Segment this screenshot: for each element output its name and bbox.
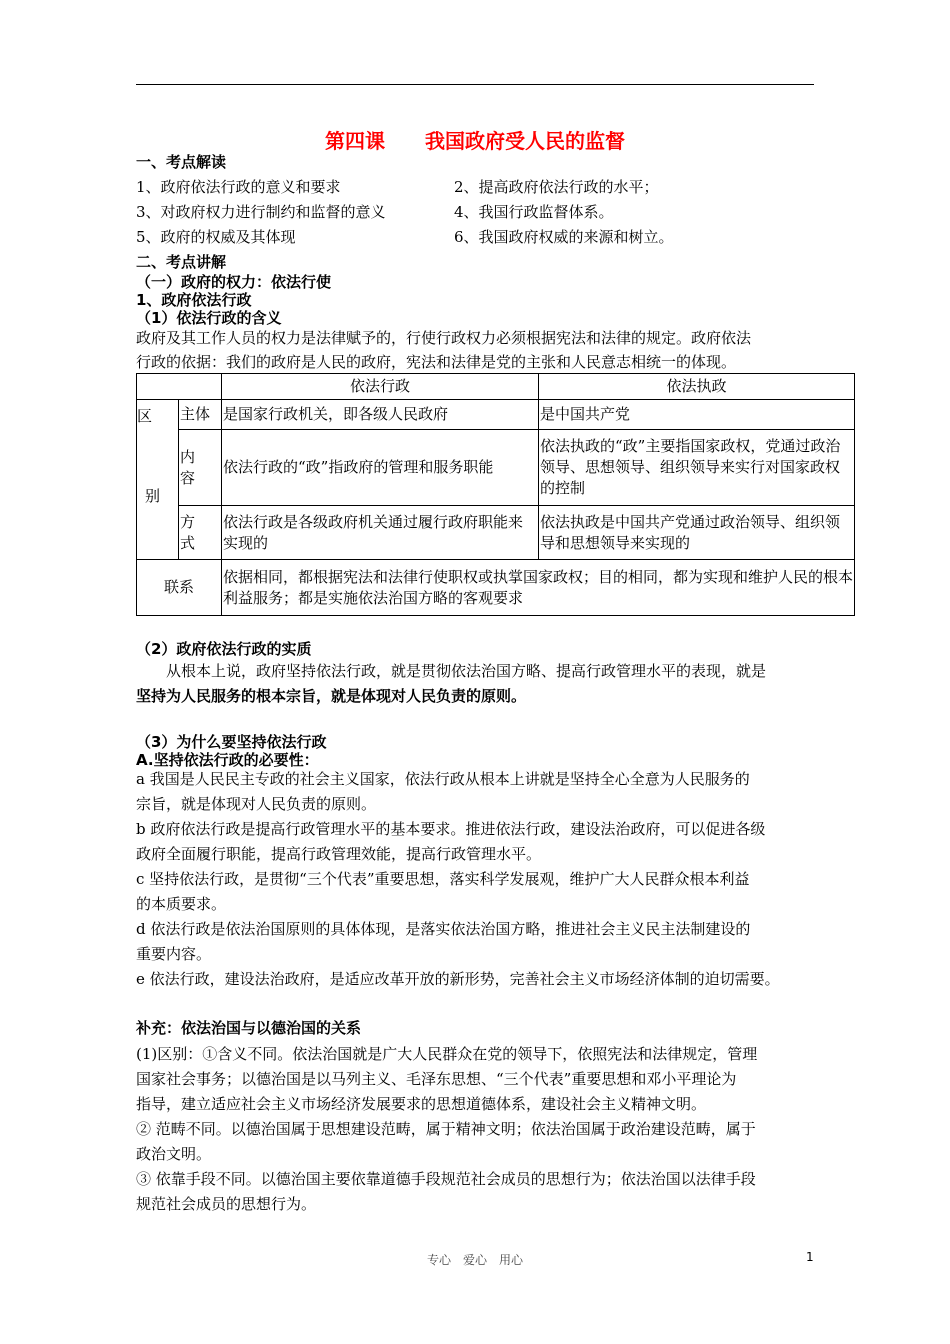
objective-item: 6、我国政府权威的来源和树立。 bbox=[454, 228, 674, 246]
group-label: 别 bbox=[145, 487, 161, 505]
table-row bbox=[137, 430, 855, 506]
table-row bbox=[137, 560, 855, 616]
paragraph-line: 行政的依据：我们的政府是人民的政府，宪法和法律是党的主张和人民意志相统一的体现。 bbox=[136, 353, 737, 371]
subsection-heading: （一）政府的权力：依法行使 bbox=[136, 273, 332, 291]
row-label-char: 容 bbox=[180, 468, 196, 487]
row-label-char: 方 bbox=[180, 512, 196, 531]
row-label bbox=[179, 430, 222, 506]
table-cell: 依据相同，都根据宪法和法律行使职权或执掌国家政权；目的相同，都为实现和维护人民的根本利益服务；都是实施依法治国方略的客观要求 bbox=[222, 560, 855, 616]
paragraph-line: 政府及其工作人员的权力是法律赋予的，行使行政权力必须根据宪法和法律的规定。政府依法 bbox=[136, 329, 752, 347]
point-heading: （3）为什么要坚持依法行政 bbox=[136, 733, 327, 751]
row-label: 主体 bbox=[179, 400, 222, 430]
paragraph-line: 国家社会事务；以德治国是以马列主义、毛泽东思想、“三个代表”重要思想和邓小平理论为 bbox=[136, 1070, 737, 1088]
table-header-row bbox=[137, 374, 855, 400]
row-label-char: 式 bbox=[180, 533, 196, 552]
subsection-heading: 1、政府依法行政 bbox=[136, 291, 252, 309]
table-header-cell: 依法执政 bbox=[539, 374, 855, 400]
table-row bbox=[137, 506, 855, 560]
paragraph-line: ③ 依靠手段不同。以德治国主要依靠道德手段规范社会成员的思想行为；依法治国以法律手段 bbox=[136, 1170, 756, 1188]
supplement-heading: 补充：依法治国与以德治国的关系 bbox=[136, 1019, 362, 1037]
point-subheading: A.坚持依法行政的必要性： bbox=[136, 751, 319, 769]
paragraph-line: c 坚持依法行政，是贯彻“三个代表”重要思想，落实科学发展观，维护广大人民群众根本利益 bbox=[136, 870, 750, 888]
objective-item: 5、政府的权威及其体现 bbox=[136, 228, 296, 246]
table-row bbox=[137, 400, 855, 430]
header-rule bbox=[136, 84, 814, 85]
section-1-heading: 一、考点解读 bbox=[136, 153, 227, 171]
table-cell: 依法执政的“政”主要指国家政权，党通过政治领导、思想领导、组织领导来实行对国家政权的控制 bbox=[539, 430, 855, 506]
table-cell: 依法执政是中国共产党通过政治领导、组织领导和思想领导来实现的 bbox=[539, 506, 855, 560]
comparison-table bbox=[136, 373, 855, 616]
table-header-cell: 依法行政 bbox=[222, 374, 539, 400]
table-corner-cell bbox=[137, 374, 222, 400]
paragraph-line: d 依法行政是依法治国原则的具体体现，是落实依法治国方略，推进社会主义民主法制建设的 bbox=[136, 920, 751, 938]
point-heading: （2）政府依法行政的实质 bbox=[136, 640, 312, 658]
paragraph-line: 的本质要求。 bbox=[136, 895, 227, 913]
group-label-cell bbox=[137, 400, 179, 560]
page-number: 1 bbox=[806, 1250, 814, 1264]
paragraph-line: 规范社会成员的思想行为。 bbox=[136, 1195, 317, 1213]
table-cell: 依法行政的“政”指政府的管理和服务职能 bbox=[222, 430, 539, 506]
objective-item: 2、提高政府依法行政的水平； bbox=[454, 178, 659, 196]
paragraph-line: 重要内容。 bbox=[136, 945, 212, 963]
paragraph-line: (1)区别：①含义不同。依法治国就是广大人民群众在党的领导下，依照宪法和法律规定，管理 bbox=[136, 1045, 758, 1063]
row-label-char: 内 bbox=[180, 447, 196, 466]
paragraph-line: 政治文明。 bbox=[136, 1145, 212, 1163]
paragraph-line: 政府全面履行职能，提高行政管理效能，提高行政管理水平。 bbox=[136, 845, 542, 863]
table-cell: 是中国共产党 bbox=[539, 400, 855, 430]
row-label bbox=[179, 506, 222, 560]
objective-item: 4、我国行政监督体系。 bbox=[454, 203, 614, 221]
paragraph-line: 宗旨，就是体现对人民负责的原则。 bbox=[136, 795, 377, 813]
paragraph-line: b 政府依法行政是提高行政管理水平的基本要求。推进依法行政，建设法治政府，可以促进各级 bbox=[136, 820, 766, 838]
page-footer: 专心 爱心 用心 bbox=[426, 1253, 523, 1267]
paragraph-line: 从根本上说，政府坚持依法行政，就是贯彻依法治国方略、提高行政管理水平的表现，就是 bbox=[166, 662, 767, 680]
page-title: 第四课 我国政府受人民的监督 bbox=[325, 129, 625, 153]
table-cell: 是国家行政机关，即各级人民政府 bbox=[222, 400, 539, 430]
point-heading: （1）依法行政的含义 bbox=[136, 309, 282, 327]
paragraph-line: 指导，建立适应社会主义市场经济发展要求的思想道德体系，建设社会主义精神文明。 bbox=[136, 1095, 707, 1113]
paragraph-line: a 我国是人民民主专政的社会主义国家，依法行政从根本上讲就是坚持全心全意为人民服务的 bbox=[136, 770, 750, 788]
row-label: 联系 bbox=[137, 560, 222, 616]
objective-item: 3、对政府权力进行制约和监督的意义 bbox=[136, 203, 386, 221]
table-cell: 依法行政是各级政府机关通过履行政府职能来实现的 bbox=[222, 506, 539, 560]
section-2-heading: 二、考点讲解 bbox=[136, 253, 227, 271]
paragraph-line-bold: 坚持为人民服务的根本宗旨，就是体现对人民负责的原则。 bbox=[136, 687, 527, 705]
objective-item: 1、政府依法行政的意义和要求 bbox=[136, 178, 341, 196]
paragraph-line: e 依法行政，建设法治政府，是适应改革开放的新形势，完善社会主义市场经济体制的迫切需要。 bbox=[136, 970, 780, 988]
group-label: 区 bbox=[137, 407, 153, 425]
paragraph-line: ② 范畴不同。以德治国属于思想建设范畴，属于精神文明；依法治国属于政治建设范畴，属于 bbox=[136, 1120, 756, 1138]
